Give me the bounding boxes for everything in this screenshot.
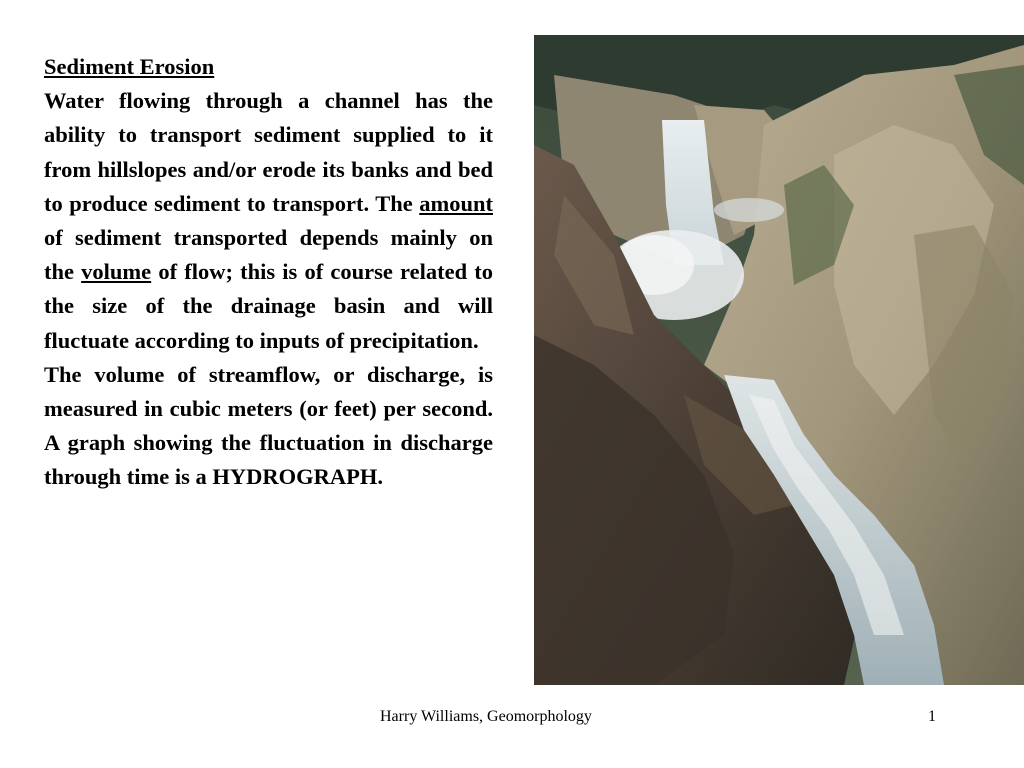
amount-emphasis: amount bbox=[419, 190, 493, 216]
paragraph-1-part-1: Water flowing through a channel has the ability to transport sediment supplied to it from hillslopes and/or erode its banks and bed to produce sediment to transport. The bbox=[44, 88, 493, 216]
text-block bbox=[44, 50, 493, 495]
paragraph-1-part-3: of flow; this is of course related to the size of the drainage basin and will fluctuate according to inputs of precipitation. bbox=[44, 259, 493, 353]
paragraph-1-part-2: of sediment transported depends mainly on the bbox=[44, 225, 493, 285]
canyon-photo bbox=[534, 35, 1024, 685]
paragraph-2: The volume of streamflow, or discharge, is measured in cubic meters (or feet) per second. A graph showing the fluctuation in discharge through time is a HYDROGRAPH. bbox=[44, 361, 493, 490]
page-number: 1 bbox=[928, 708, 936, 725]
canyon-photo-illustration bbox=[534, 35, 1024, 685]
slide-title: Sediment Erosion bbox=[44, 54, 215, 79]
paragraph-1 bbox=[44, 84, 493, 358]
footer-author: Harry Williams, Geomorphology bbox=[380, 708, 592, 725]
volume-emphasis: volume bbox=[81, 259, 152, 285]
